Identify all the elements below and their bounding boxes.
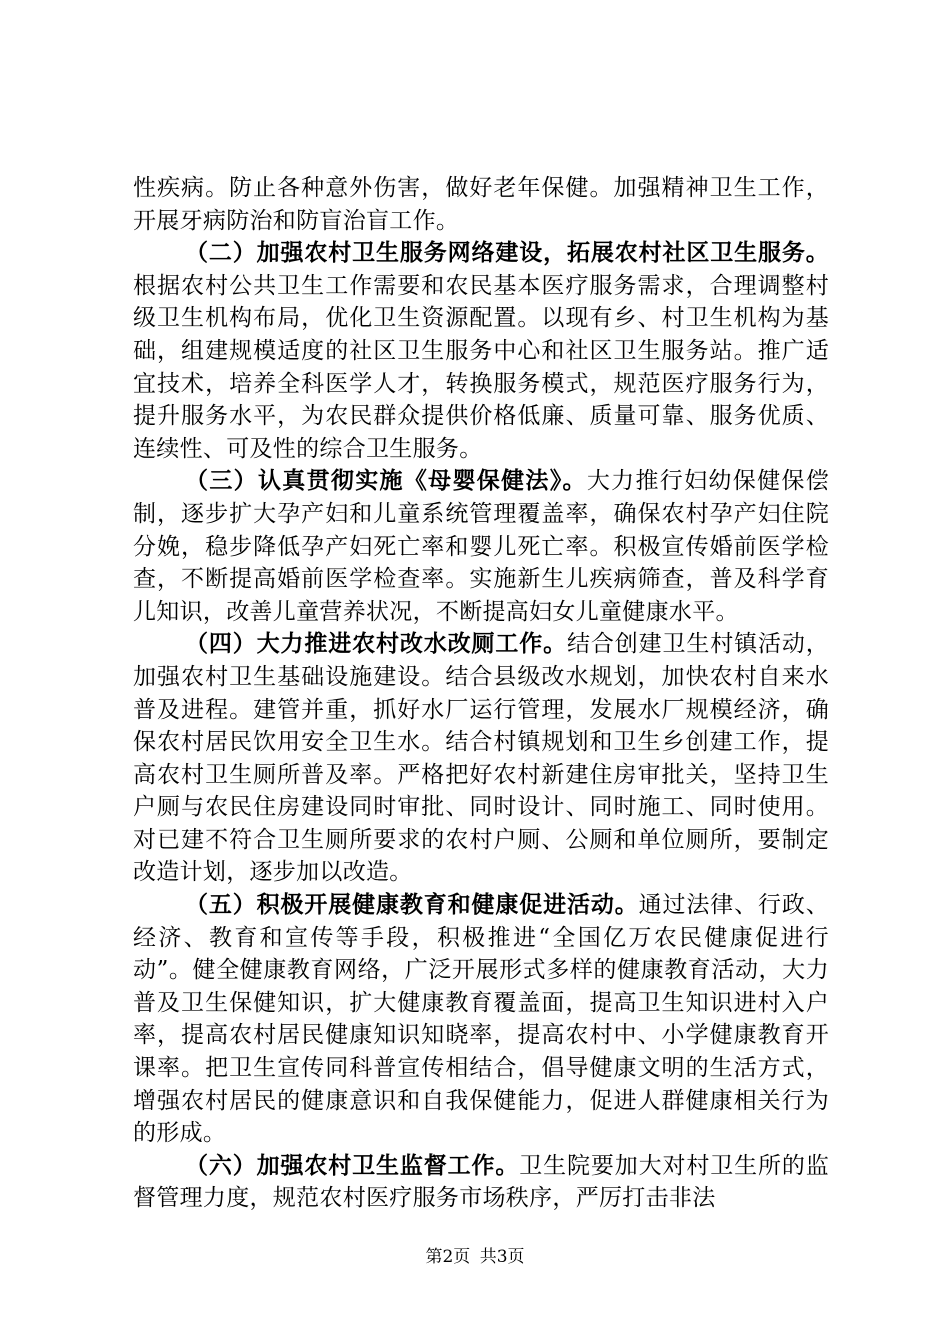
paragraph-6: [133, 1150, 829, 1215]
paragraph-text: 通过法律、行政、经济、教育和宣传等手段，积极推进“全国亿万农民健康促进行动”。健全健康教育网络，广泛开展形式多样的健康教育活动，大力普及卫生保健知识，扩大健康教育覆盖面，提高卫生知识进村入户率，提高农村居民健康知识知晓率，提高农村中、小学健康教育开课率。把卫生宣传同科普宣传相结合，倡导健康文明的生活方式，增强农村居民的健康意识和自我保健能力，促进人群健康相关行为的形成。: [133, 892, 830, 1147]
paragraph-heading: （四）大力推进农村改水改厕工作。: [185, 630, 567, 658]
paragraph-heading: （六）加强农村卫生监督工作。: [185, 1151, 520, 1179]
paragraph-text: 性疾病。防止各种意外伤害，做好老年保健。加强精神卫生工作，开展牙病防治和防盲治盲工作。: [133, 175, 829, 234]
paragraph-text: 结合创建卫生村镇活动，加强农村卫生基础设施建设。结合县级改水规划，加快农村自来水普及进程。建管并重，抓好水厂运行管理，发展水厂规模经济，确保农村居民饮用安全卫生水。结合村镇规划和卫生乡创建工作，提高农村卫生厕所普及率。严格把好农村新建住房审批关，坚持卫生户厕与农民住房建设同时审批、同时设计、同时施工、同时使用。对已建不符合卫生厕所要求的农村户厕、公厕和单位厕所，要制定改造计划，逐步加以改造。: [133, 631, 829, 886]
paragraph-text: 大力推行妇幼保健保偿制，逐步扩大孕产妇和儿童系统管理覆盖率，确保农村孕产妇住院分娩，稳步降低孕产妇死亡率和婴儿死亡率。积极宣传婚前医学检查，不断提高婚前医学检查率。实施新生儿疾病筛查，普及科学育儿知识，改善儿童营养状况，不断提高妇女儿童健康水平。: [133, 468, 829, 625]
page-total: 共3页: [479, 1247, 525, 1267]
paragraph-heading: （五）积极开展健康教育和健康促进活动。: [185, 891, 639, 919]
paragraph-2: [133, 237, 829, 465]
paragraph-text: 卫生院要加大对村卫生所的监督管理力度，规范农村医疗服务市场秩序，严厉打击非法: [133, 1152, 829, 1212]
paragraph-3: [133, 465, 829, 628]
paragraph-5: [133, 889, 829, 1150]
document-body: [133, 172, 829, 1215]
paragraph-text: 根据农村公共卫生工作需要和农民基本医疗服务需求，合理调整村级卫生机构布局，优化卫生资源配置。以现有乡、村卫生机构为基础，组建规模适度的社区卫生服务中心和社区卫生服务站。推广适宜技术，培养全科医学人才，转换服务模式，规范医疗服务行为，提升服务水平，为农民群众提供价格低廉、质量可靠、服务优质、连续性、可及性的综合卫生服务。: [133, 272, 829, 462]
paragraph-4: [133, 628, 829, 889]
page-footer: [0, 1242, 950, 1267]
paragraph-1: [133, 172, 829, 237]
paragraph-heading: （三）认真贯彻实施《母婴保健法》。: [185, 467, 587, 495]
page-number: 第2页: [425, 1247, 471, 1267]
paragraph-heading: （二）加强农村卫生服务网络建设，拓展农村社区卫生服务。: [185, 239, 829, 267]
